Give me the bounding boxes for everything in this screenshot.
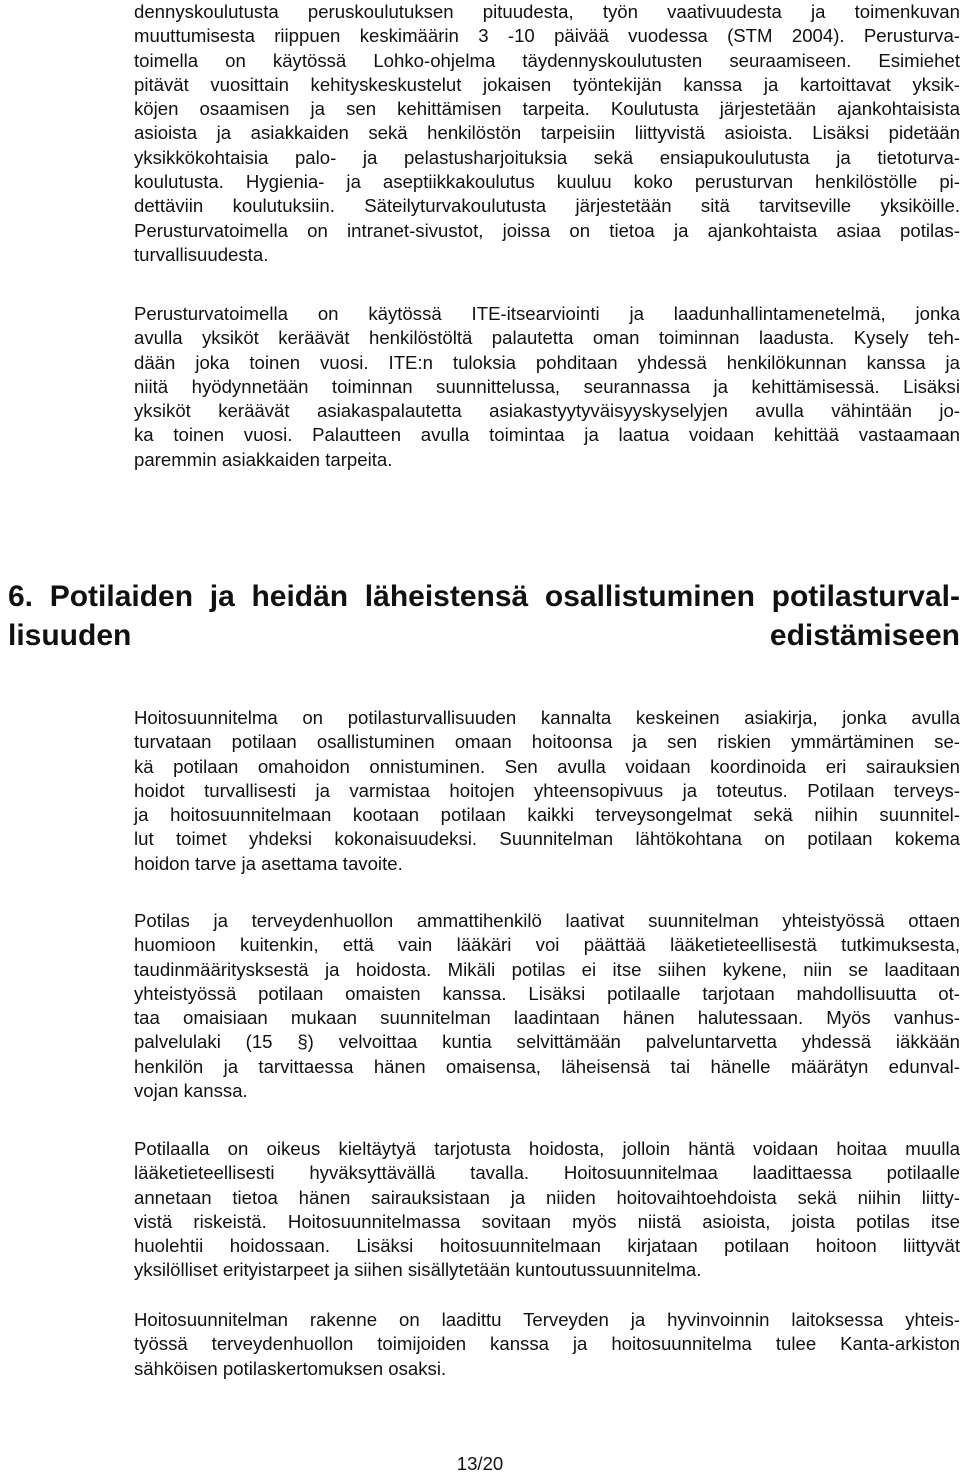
text-line: sähköisen potilaskertomuksen osaksi. <box>134 1357 447 1379</box>
text-line: avulla yksiköt keräävät henkilöstöltä palautetta oman toiminnan laadusta. Kysely teh- <box>134 327 960 349</box>
paragraph-plan-cooperation <box>134 909 960 1103</box>
text-line: Perusturvatoimella on intranet-sivustot, joissa on tietoa ja ajankohtaista asiaa potilas- <box>134 219 960 241</box>
text-line: hoidon tarve ja asettama tavoite. <box>134 852 403 874</box>
text-line: lut toimet yhdeksi kokonaisuudeksi. Suunnitelman lähtökohtana on potilaan kokema <box>134 828 960 850</box>
text-line: ja hoitosuunnitelmaan kootaan potilaan kaikki terveysongelmat sekä niihin suunnitel- <box>134 804 960 826</box>
text-line: dään joka toinen vuosi. ITE:n tuloksia pohditaan yhdessä henkilökunnan kanssa ja <box>134 351 960 373</box>
text-line: huomioon kuitenkin, että vain lääkäri voi päättää lääketieteellisestä tutkimuksesta, <box>134 934 960 956</box>
text-line: dettäviin koulutuksiin. Säteilyturvakoulutusta järjestetään sitä tarvitseville yksiköille. <box>134 195 960 217</box>
text-line: Hoitosuunnitelman rakenne on laadittu Terveyden ja hyvinvoinnin laitoksessa yhteis- <box>134 1309 960 1330</box>
text-line: taudinmääritysksestä ja hoidosta. Mikäli potilas ei itse siihen kykene, niin se laaditaan <box>134 958 960 980</box>
text-line: niitä hyödynnetään toiminnan suunnittelussa, seurannassa ja kehittämisessä. Lisäksi <box>134 375 960 397</box>
text-line: Perusturvatoimella on käytössä ITE-itsearviointi ja laadunhallintamenetelmä, jonka <box>134 303 960 324</box>
text-line: lääketieteellisesti hyväksyttävällä tavalla. Hoitosuunnitelmaa laadittaessa potilaalle <box>134 1162 960 1184</box>
text-line: yksiköt keräävät asiakaspalautetta asiakastyytyväisyyskyselyjen avulla vähintään jo- <box>134 400 960 422</box>
text-line: kä potilaan omahoidon onnistuminen. Sen avulla voidaan koordinoida eri sairauksien <box>134 755 960 777</box>
text-line: Potilas ja terveydenhuollon ammattihenkilö laativat suunnitelman yhteistyössä ottaen <box>134 910 960 931</box>
text-line: palvelulaki (15 §) velvoittaa kuntia selvittämään palveluntarvetta yhdessä iäkkään <box>134 1031 960 1053</box>
text-line: annetaan tietoa hänen sairauksistaan ja niiden hoitovaihtoehdoista sekä niihin liitty- <box>134 1186 960 1208</box>
text-line: huolehtii hoidossaan. Lisäksi hoitosuunnitelmaan kirjataan potilaan hoitoon liittyvät <box>134 1235 960 1257</box>
paragraph-ite-self-assessment <box>134 302 960 472</box>
paragraph-continuing-education <box>134 0 960 267</box>
text-line: muuttumisesta riippuen keskimäärin 3 -10 päivää vuodessa (STM 2004). Perusturva- <box>134 25 960 47</box>
text-line: turvallisuudesta. <box>134 243 269 265</box>
text-line: Hoitosuunnitelma on potilasturvallisuuden kannalta keskeinen asiakirja, jonka avulla <box>134 707 960 728</box>
text-line: vistä riskeistä. Hoitosuunnitelmassa sovitaan myös niistä asioista, joista potilas itse <box>134 1210 960 1232</box>
heading-line: 6. Potilaiden ja heidän läheistensä osallistuminen potilasturval- <box>8 580 960 613</box>
text-line: Potilaalla on oikeus kieltäytyä tarjotusta hoidosta, jolloin häntä voidaan hoitaa muulla <box>134 1138 960 1159</box>
text-line: dennyskoulutusta peruskoulutuksen pituudesta, työn vaativuudesta ja toimenkuvan <box>134 1 960 22</box>
text-line: toimella on käytössä Lohko-ohjelma täydennyskoulutusten seuraamiseen. Esimiehet <box>134 49 960 71</box>
text-line: taa omaisiaan mukaan suunnitelman laadintaan hänen halutessaan. Myös vanhus- <box>134 1007 960 1029</box>
text-line: pitävät vuosittain kehityskeskustelut jokaisen työntekijän kanssa ja kartoittavat yksik- <box>134 73 960 95</box>
section-heading <box>8 577 960 655</box>
text-line: asioista ja asiakkaiden sekä henkilöstön tarpeisiin liittyvistä asioista. Lisäksi pidetään <box>134 122 960 144</box>
heading-line: lisuuden edistämiseen <box>8 619 960 652</box>
text-line: työssä terveydenhuollon toimijoiden kanssa ja hoitosuunnitelma tulee Kanta-arkiston <box>134 1333 960 1355</box>
text-line: köjen osaamisen ja sen kehittämisen tarpeita. Koulutusta järjestetään ajankohtaisista <box>134 98 960 120</box>
text-line: vojan kanssa. <box>134 1080 248 1102</box>
text-line: ka toinen vuosi. Palautteen avulla toimintaa ja laatua voidaan kehittää vastaamaan <box>134 424 960 446</box>
paragraph-plan-structure <box>134 1308 960 1381</box>
text-line: yhteistyössä potilaan omaisten kanssa. Lisäksi potilaalle tarjotaan mahdollisuutta ot- <box>134 982 960 1004</box>
text-line: paremmin asiakkaiden tarpeita. <box>134 448 393 470</box>
text-line: hoidot turvallisesti ja varmistaa hoitojen yhteensopivuus ja toteutus. Potilaan terveys- <box>134 779 960 801</box>
text-line: henkilön ja tarvittaessa hänen omaisensa, läheisensä tai hänelle määrätyn edunval- <box>134 1055 960 1077</box>
text-line: koulutusta. Hygienia- ja aseptiikkakoulutus kuuluu koko perusturvan henkilöstölle pi- <box>134 171 960 193</box>
text-line: yksikkökohtaisia palo- ja pelastusharjoituksia sekä ensiapukoulutusta ja tietoturva- <box>134 146 960 168</box>
page-number: 13/20 <box>456 1453 504 1474</box>
paragraph-right-to-refuse <box>134 1137 960 1283</box>
text-line: turvataan potilaan osallistuminen omaan hoitoonsa ja sen riskien ymmärtäminen se- <box>134 731 960 753</box>
paragraph-care-plan <box>134 706 960 876</box>
text-line: yksilölliset erityistarpeet ja siihen sisällytetään kuntoutussuunnitelma. <box>134 1259 702 1281</box>
